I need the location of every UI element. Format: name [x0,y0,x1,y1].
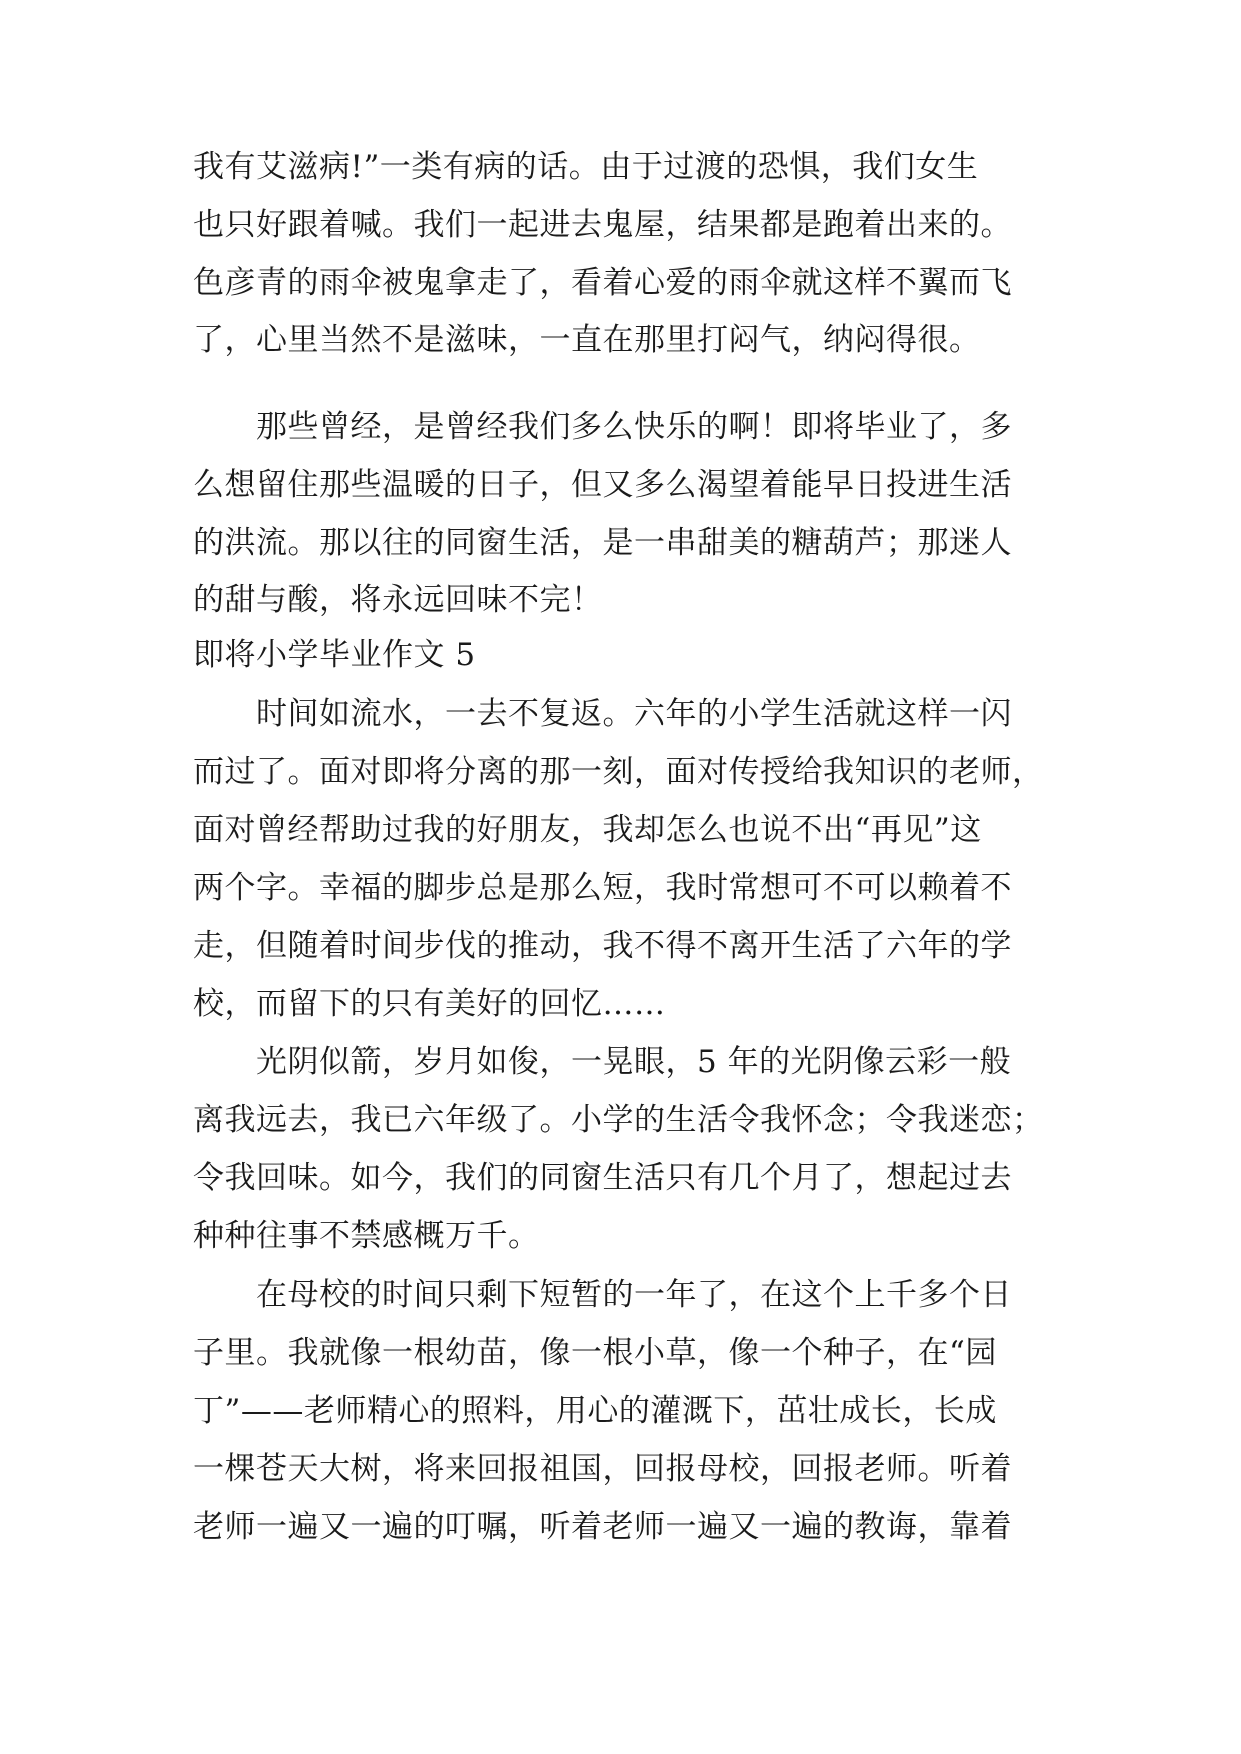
text-line: 也只好跟着喊。我们一起进去鬼屋，结果都是跑着出来的。 [193,207,1012,243]
text-line: 走，但随着时间步伐的推动，我不得不离开生活了六年的学 [193,928,1012,964]
text-line: 离我远去，我已六年级了。小学的生活令我怀念；令我迷恋； [193,1102,1044,1138]
text-line: 在母校的时间只剩下短暂的一年了，在这个上千多个日 [193,1277,1012,1313]
text-line: 的甜与酸，将永远回味不完！ [193,582,603,618]
text-line: 么想留住那些温暖的日子，但又多么渴望着能早日投进生活 [193,467,1012,503]
section-heading: 即将小学毕业作文 5 [193,637,476,673]
text-line: 而过了。面对即将分离的那一刻，面对传授给我知识的老师， [193,754,1044,790]
text-line: 那些曾经，是曾经我们多么快乐的啊！即将毕业了，多 [193,409,1012,445]
text-line: 子里。我就像一根幼苗，像一根小草，像一个种子，在“园 [193,1335,997,1371]
text-line: 两个字。幸福的脚步总是那么短，我时常想可不可以赖着不 [193,870,1012,906]
text-line: 老师一遍又一遍的叮嘱，听着老师一遍又一遍的教诲，靠着 [193,1509,1012,1545]
text-line: 丁”——老师精心的照料，用心的灌溉下，茁壮成长，长成 [193,1393,997,1429]
text-line: 色彦青的雨伞被鬼拿走了，看着心爱的雨伞就这样不翼而飞 [193,265,1012,301]
text-line: 了，心里当然不是滋味，一直在那里打闷气，纳闷得很。 [193,322,981,358]
text-line: 令我回味。如今，我们的同窗生活只有几个月了，想起过去 [193,1160,1012,1196]
text-line: 时间如流水，一去不复返。六年的小学生活就这样一闪 [193,696,1012,732]
text-line: 面对曾经帮助过我的好朋友，我却怎么也说不出“再见”这 [193,812,982,848]
text-line: 我有艾滋病!”一类有病的话。由于过渡的恐惧，我们女生 [193,149,979,185]
text-line: 的洪流。那以往的同窗生活，是一串甜美的糖葫芦；那迷人 [193,525,1012,561]
text-line: 校，而留下的只有美好的回忆…… [193,986,666,1022]
text-line: 光阴似箭，岁月如俊，一晃眼，5 年的光阴像云彩一般 [193,1044,1012,1080]
text-line: 种种往事不禁感概万千。 [193,1218,540,1254]
text-line: 一棵苍天大树，将来回报祖国，回报母校，回报老师。听着 [193,1451,1012,1487]
